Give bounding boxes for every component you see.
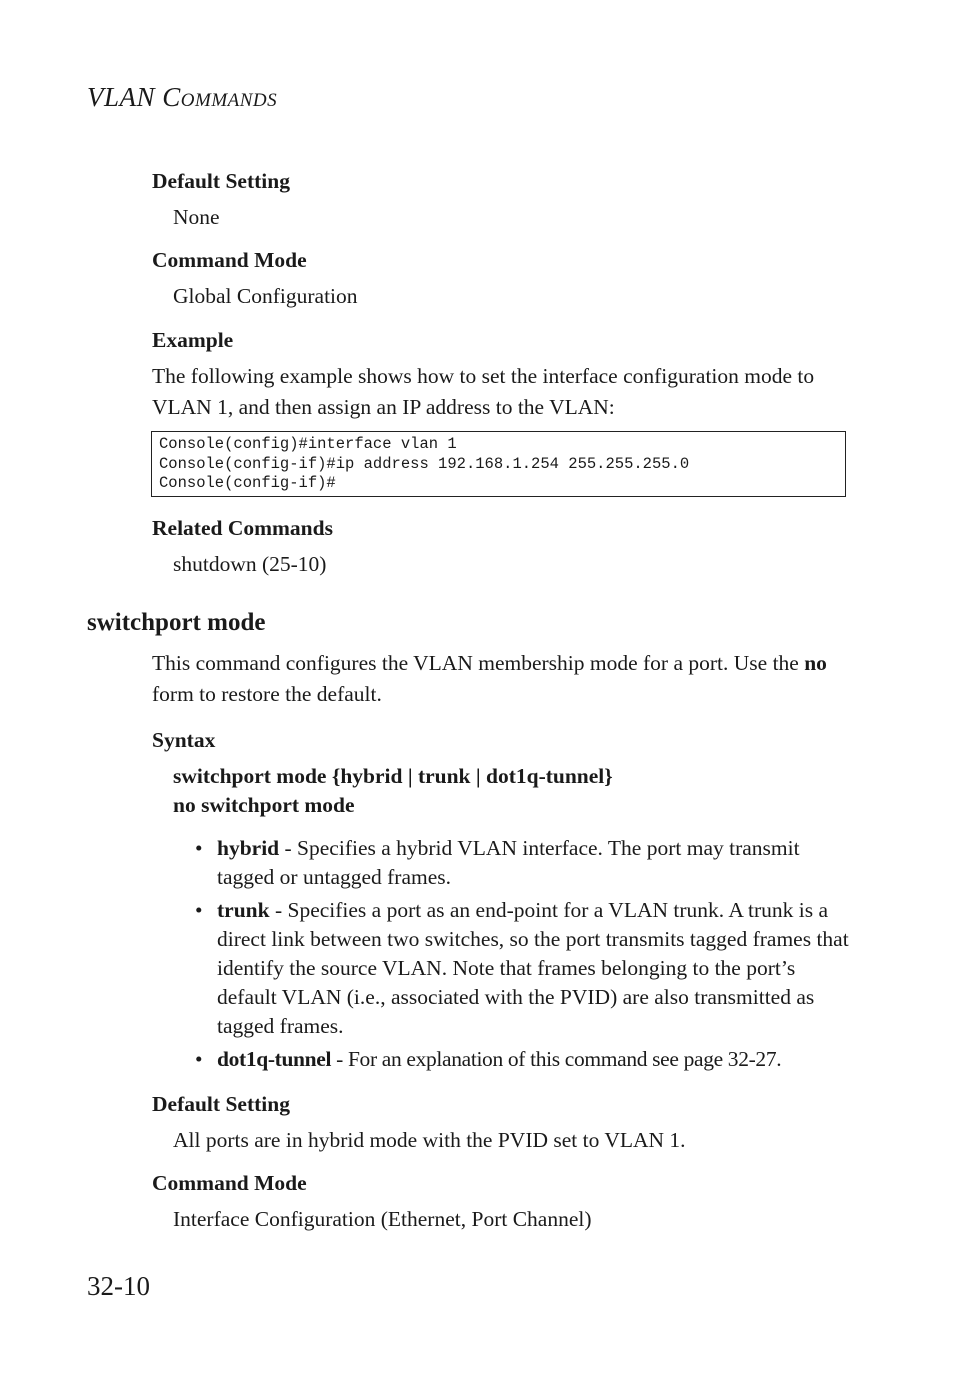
running-header-rest: OMMANDS bbox=[180, 90, 278, 111]
syntax-line-2: no switchport mode bbox=[173, 793, 355, 817]
code-line: Console(config-if)# bbox=[159, 474, 336, 492]
option-term: trunk bbox=[217, 898, 270, 922]
option-term: hybrid bbox=[217, 836, 280, 860]
list-item bbox=[195, 834, 855, 892]
intro-text bbox=[152, 648, 852, 710]
option-text: - Specifies a hybrid VLAN interface. The port may transmit tagged or untagged frames. bbox=[217, 836, 800, 889]
option-term: dot1q-tunnel bbox=[217, 1047, 332, 1071]
syntax-line-1: switchport mode {hybrid | trunk | dot1q-tunnel} bbox=[173, 764, 613, 788]
bullet-symbol: • bbox=[195, 1047, 203, 1071]
default-setting-heading: Default Setting bbox=[152, 169, 290, 193]
default-setting-heading: Default Setting bbox=[152, 1092, 290, 1116]
example-text: The following example shows how to set the interface configuration mode to VLAN 1, and then assign an IP address to the VLAN: bbox=[152, 364, 815, 419]
list-item bbox=[195, 1045, 855, 1074]
bullet-symbol: • bbox=[195, 836, 203, 860]
running-header-initial: VLAN C bbox=[87, 82, 181, 112]
running-header bbox=[87, 82, 277, 113]
bullet-symbol: • bbox=[195, 898, 203, 922]
section-title: switchport mode bbox=[87, 609, 266, 636]
option-text: - For an explanation of this command see page 32-27. bbox=[331, 1047, 782, 1071]
related-commands-heading: Related Commands bbox=[152, 516, 333, 540]
code-example bbox=[151, 431, 846, 497]
option-text: - Specifies a port as an end-point for a VLAN trunk. A trunk is a direct link between two switches, so the port transmits tagged frames that identify the source VLAN. Note that frames belonging to the port’s default VLAN (i.e., associated with the PVID) are also transmitted as tagged frames. bbox=[217, 898, 849, 1038]
intro-prefix: This command configures the VLAN membership mode for a port. Use the bbox=[152, 651, 805, 675]
default-setting-value: None bbox=[173, 205, 220, 229]
default-setting-value: All ports are in hybrid mode with the PVID set to VLAN 1. bbox=[173, 1128, 686, 1152]
intro-suffix: form to restore the default. bbox=[152, 682, 382, 706]
related-commands-link[interactable]: shutdown (25-10) bbox=[173, 552, 327, 576]
code-line: Console(config)#interface vlan 1 bbox=[159, 435, 457, 453]
command-mode-heading: Command Mode bbox=[152, 248, 307, 272]
code-line: Console(config-if)#ip address 192.168.1.254 255.255.255.0 bbox=[159, 454, 690, 473]
page-number: 32-10 bbox=[87, 1271, 150, 1301]
command-mode-value: Interface Configuration (Ethernet, Port Channel) bbox=[173, 1207, 592, 1231]
list-item bbox=[195, 896, 855, 1041]
intro-bold: no bbox=[804, 651, 827, 675]
option-list bbox=[195, 834, 855, 1078]
command-mode-value: Global Configuration bbox=[173, 284, 358, 308]
syntax-heading: Syntax bbox=[152, 728, 216, 752]
example-heading: Example bbox=[152, 328, 234, 352]
command-mode-heading: Command Mode bbox=[152, 1171, 307, 1195]
